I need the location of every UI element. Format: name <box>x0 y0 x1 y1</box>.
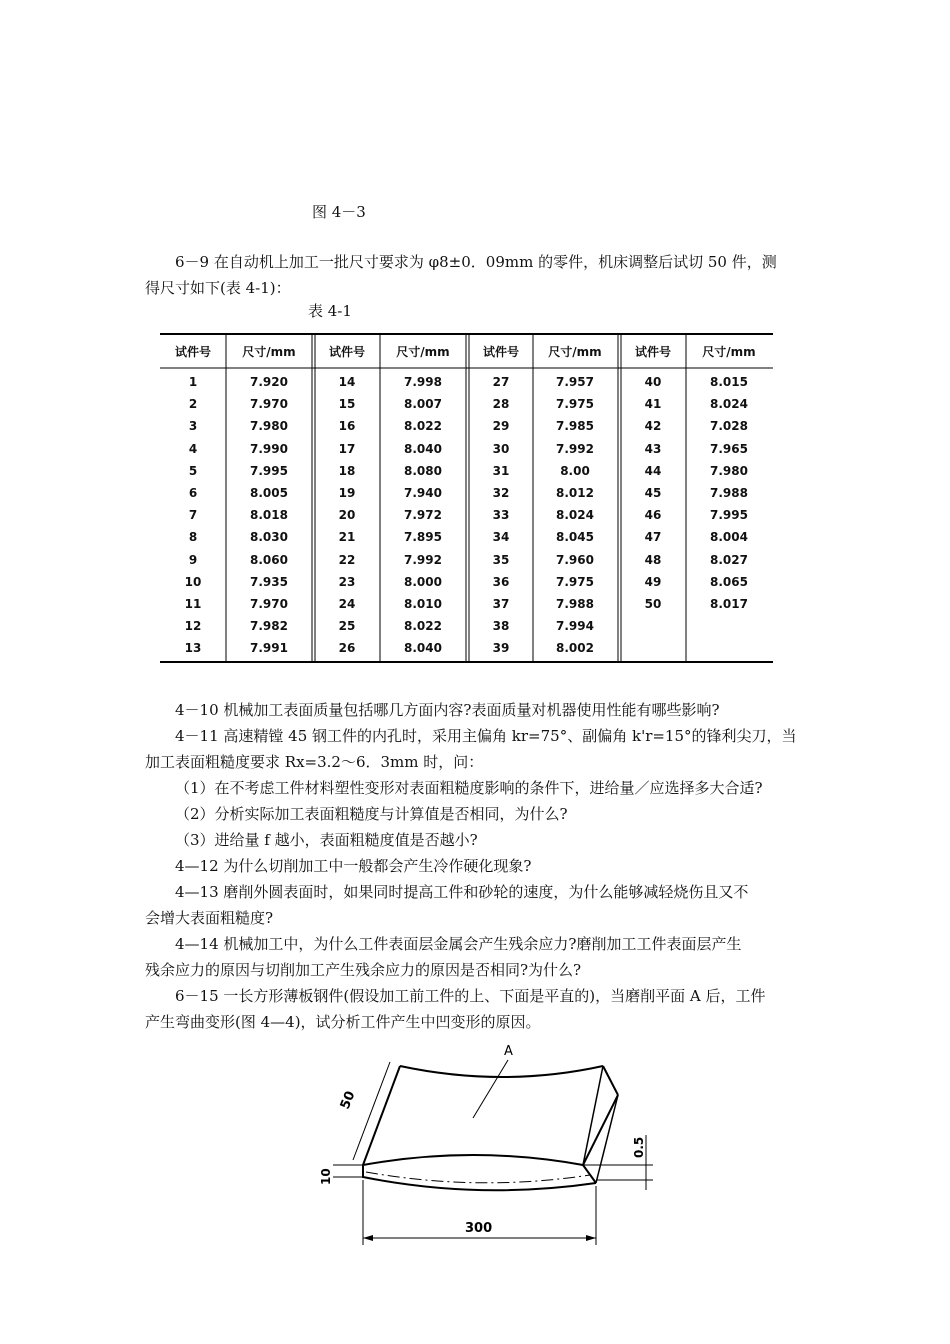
question-4-11-line2: 加工表面粗糙度要求 Rx=3.2～6．3mm 时，问： <box>145 753 484 771</box>
dim-300-arrow-right <box>586 1235 596 1241</box>
measurement-table <box>160 333 773 663</box>
cell-specimen-no: 45 <box>644 486 662 500</box>
cell-specimen-no: 22 <box>338 552 356 567</box>
cell-specimen-no: 41 <box>644 397 662 412</box>
dim-10-label: 10 <box>319 1168 333 1185</box>
cell-size: 8.018 <box>250 508 288 523</box>
cell-size: 7.920 <box>250 375 288 389</box>
cell-specimen-no: 29 <box>492 419 510 434</box>
label-A: A <box>504 1044 513 1059</box>
cell-size: 7.935 <box>250 574 288 589</box>
cell-specimen-no: 28 <box>492 397 510 412</box>
cell-specimen-no: 11 <box>184 597 202 611</box>
cell-size: 8.022 <box>404 419 442 434</box>
cell-size: 8.012 <box>556 486 594 500</box>
cell-size: 7.995 <box>250 463 288 478</box>
plate-top-front-edge <box>363 1155 583 1165</box>
cell-specimen-no: 27 <box>492 375 510 389</box>
cell-specimen-no: 13 <box>184 641 202 656</box>
cell-specimen-no: 7 <box>188 508 198 523</box>
question-4-13-line1: 4—13 磨削外圆表面时，如果同时提高工件和砂轮的速度，为什么能够减轻烧伤且又不 <box>175 883 749 901</box>
cell-specimen-no: 49 <box>644 574 662 589</box>
cell-specimen-no: 21 <box>338 530 356 545</box>
cell-size: 8.040 <box>404 641 442 656</box>
cell-size: 7.975 <box>556 574 594 589</box>
cell-size: 8.024 <box>556 508 594 523</box>
cell-size: 8.045 <box>556 530 594 545</box>
cell-specimen-no: 50 <box>644 597 662 611</box>
cell-specimen-no: 47 <box>644 530 662 545</box>
figure-4-4-bent-plate <box>318 1040 663 1255</box>
question-6-9 <box>145 249 810 301</box>
cell-specimen-no: 40 <box>644 375 662 389</box>
cell-size: 7.994 <box>556 619 594 634</box>
cell-size: 8.000 <box>404 574 442 589</box>
dim-50-line <box>353 1062 390 1160</box>
dim-05-label: 0.5 <box>632 1136 646 1158</box>
cell-size: 8.024 <box>710 397 748 412</box>
bent-plate-drawing <box>318 1040 663 1255</box>
sub-question-3: （3）进给量 f 越小，表面粗糙度值是否越小? <box>175 831 478 849</box>
cell-size: 7.982 <box>250 619 288 634</box>
cell-size: 7.988 <box>556 597 594 611</box>
cell-specimen-no: 17 <box>338 441 356 456</box>
cell-size: 8.027 <box>710 552 748 567</box>
cell-size: 7.972 <box>404 508 442 523</box>
cell-specimen-no: 23 <box>338 574 356 589</box>
cell-size: 7.957 <box>556 375 594 389</box>
cell-specimen-no: 19 <box>338 486 356 500</box>
cell-size: 8.030 <box>250 530 288 545</box>
dim-50-label: 50 <box>337 1089 359 1112</box>
cell-size: 8.00 <box>560 463 590 478</box>
cell-size: 7.975 <box>556 397 594 412</box>
question-6-15-line2: 产生弯曲变形(图 4—4)，试分析工件产生中凹变形的原因。 <box>145 1013 541 1031</box>
header-size: 尺寸/mm <box>702 345 756 359</box>
cell-specimen-no: 31 <box>492 463 510 478</box>
cell-specimen-no: 24 <box>338 597 356 611</box>
cell-size: 7.988 <box>710 486 748 500</box>
plate-right-front-edge <box>583 1095 618 1165</box>
cell-size: 8.005 <box>250 486 288 500</box>
cell-size: 8.004 <box>710 530 748 545</box>
plate-corner-edge <box>583 1165 596 1183</box>
plate-right-back-edge <box>603 1066 618 1095</box>
cell-specimen-no: 1 <box>188 375 198 389</box>
header-specimen-no: 试件号 <box>174 345 211 359</box>
cell-size: 7.990 <box>250 441 288 456</box>
question-6-9-line2: 得尺寸如下(表 4-1)： <box>145 279 291 297</box>
cell-specimen-no: 32 <box>492 486 510 500</box>
cell-specimen-no: 14 <box>338 375 356 389</box>
header-size: 尺寸/mm <box>396 345 450 359</box>
plate-left-edge <box>363 1066 400 1165</box>
cell-specimen-no: 44 <box>644 463 662 478</box>
cell-specimen-no: 25 <box>338 619 356 634</box>
question-4-14-line1: 4—14 机械加工中，为什么工件表面层金属会产生残余应力?磨削加工工件表面层产生 <box>175 935 742 953</box>
cell-specimen-no: 18 <box>338 463 356 478</box>
cell-specimen-no: 2 <box>188 397 198 412</box>
cell-specimen-no: 48 <box>644 552 662 567</box>
cell-specimen-no: 10 <box>184 574 202 589</box>
question-4-11-line1: 4－11 高速精镗 45 钢工件的内孔时，采用主偏角 kr=75°、副偏角 k'r=15°的锋利尖刀，当 <box>175 727 797 745</box>
cell-specimen-no: 3 <box>188 419 198 434</box>
header-size: 尺寸/mm <box>548 345 602 359</box>
cell-size: 7.998 <box>404 375 442 389</box>
cell-specimen-no: 20 <box>338 508 356 523</box>
cell-specimen-no: 42 <box>644 419 662 434</box>
cell-size: 7.965 <box>710 441 748 456</box>
cell-size: 7.991 <box>250 641 288 656</box>
cell-size: 7.028 <box>710 419 748 434</box>
question-6-15-line1: 6－15 一长方形薄板钢件(假设加工前工件的上、下面是平直的)，当磨削平面 A 后，工件 <box>175 987 766 1005</box>
plate-bottom-edge <box>363 1165 596 1190</box>
header-specimen-no: 试件号 <box>482 345 519 359</box>
cell-size: 8.080 <box>404 463 442 478</box>
cell-specimen-no: 8 <box>188 530 198 545</box>
cell-specimen-no: 5 <box>188 463 198 478</box>
plate-right-inner-edge <box>583 1066 603 1165</box>
cell-specimen-no: 38 <box>492 619 510 634</box>
header-specimen-no: 试件号 <box>634 345 671 359</box>
cell-specimen-no: 33 <box>492 508 510 523</box>
cell-size: 7.985 <box>556 419 594 434</box>
question-4-13-line2: 会增大表面粗糙度? <box>145 909 274 927</box>
cell-specimen-no: 30 <box>492 441 510 456</box>
cell-size: 8.022 <box>404 619 442 634</box>
cell-specimen-no: 34 <box>492 530 510 545</box>
cell-size: 7.970 <box>250 397 288 412</box>
cell-specimen-no: 39 <box>492 641 510 656</box>
figure-4-3-caption: 图 4－3 <box>312 203 366 221</box>
cell-size: 8.040 <box>404 441 442 456</box>
cell-specimen-no: 12 <box>184 619 202 634</box>
cell-size: 7.995 <box>710 508 748 523</box>
cell-size: 7.980 <box>250 419 288 434</box>
question-6-9-line1: 6－9 在自动机上加工一批尺寸要求为 φ8±0．09mm 的零件，机床调整后试切 50 件，测 <box>175 253 777 271</box>
cell-size: 7.895 <box>404 530 442 545</box>
cell-size: 7.940 <box>404 486 442 500</box>
question-4-10: 4－10 机械加工表面质量包括哪几方面内容?表面质量对机器使用性能有哪些影响? <box>175 701 720 719</box>
plate-end-face <box>596 1095 618 1183</box>
cell-specimen-no: 36 <box>492 574 510 589</box>
cell-specimen-no: 4 <box>188 441 198 456</box>
cell-size: 7.970 <box>250 597 288 611</box>
cell-size: 8.010 <box>404 597 442 611</box>
cell-specimen-no: 9 <box>188 552 198 567</box>
cell-size: 8.015 <box>710 375 748 389</box>
label-A-leader <box>473 1060 508 1118</box>
plate-center-line <box>366 1172 590 1183</box>
table-caption: 表 4-1 <box>308 302 352 320</box>
cell-specimen-no: 26 <box>338 641 356 656</box>
cell-size: 8.060 <box>250 552 288 567</box>
cell-specimen-no: 46 <box>644 508 662 523</box>
cell-specimen-no: 43 <box>644 441 662 456</box>
cell-size: 7.980 <box>710 463 748 478</box>
cell-specimen-no: 35 <box>492 552 510 567</box>
question-4-12: 4—12 为什么切削加工中一般都会产生冷作硬化现象? <box>175 857 532 875</box>
cell-size: 7.960 <box>556 552 594 567</box>
cell-size: 8.007 <box>404 397 442 412</box>
cell-specimen-no: 16 <box>338 419 356 434</box>
sub-question-1: （1）在不考虑工件材料塑性变形对表面粗糙度影响的条件下，进给量／应选择多大合适? <box>175 779 763 797</box>
sub-question-2: （2）分析实际加工表面粗糙度与计算值是否相同，为什么? <box>175 805 568 823</box>
cell-specimen-no: 15 <box>338 397 356 412</box>
cell-size: 8.065 <box>710 574 748 589</box>
cell-size: 7.992 <box>556 441 594 456</box>
cell-size: 8.002 <box>556 641 594 656</box>
cell-specimen-no: 37 <box>492 597 510 611</box>
question-4-14-line2: 残余应力的原因与切削加工产生残余应力的原因是否相同?为什么? <box>145 961 582 979</box>
cell-size: 8.017 <box>710 597 748 611</box>
header-specimen-no: 试件号 <box>328 345 365 359</box>
dim-300-arrow-left <box>363 1235 373 1241</box>
dim-300-label: 300 <box>465 1221 493 1236</box>
questions-block <box>145 697 810 1035</box>
cell-size: 7.992 <box>404 552 442 567</box>
cell-specimen-no: 6 <box>188 486 198 500</box>
header-size: 尺寸/mm <box>242 345 296 359</box>
